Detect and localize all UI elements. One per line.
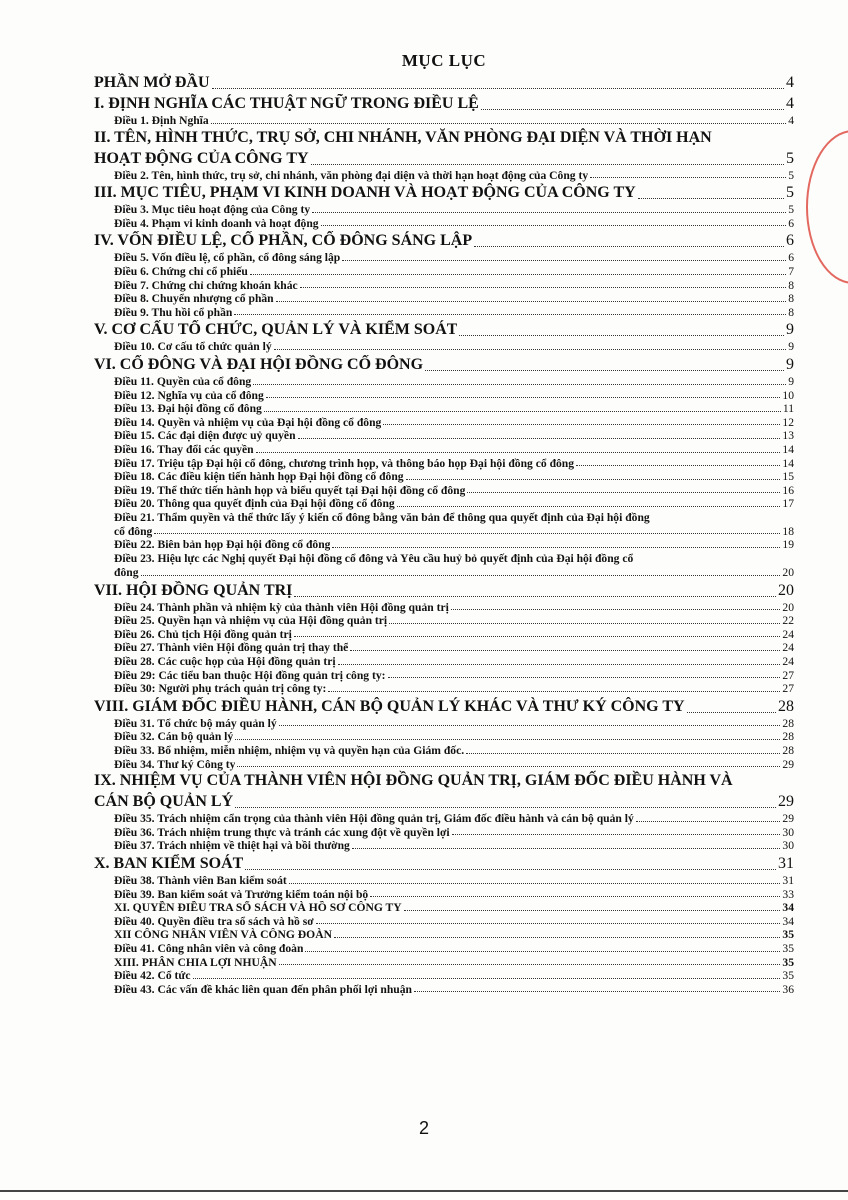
toc-entry[interactable] — [94, 983, 794, 997]
toc-entry[interactable] — [94, 203, 794, 217]
toc-leader-dots — [234, 314, 786, 315]
toc-entry-page: 22 — [782, 614, 794, 628]
toc-entry-title: Điều 31. Tổ chức bộ máy quản lý — [114, 716, 277, 730]
toc-entry-title: Điều 2. Tên, hình thức, trụ sở, chi nhánh, văn phòng đại diện và thời hạn hoạt động của Công ty — [114, 168, 589, 182]
toc-leader-dots — [294, 596, 776, 597]
toc-entry-page: 27 — [782, 668, 794, 682]
toc-entry-title: Điều 13. Đại hội đồng cổ đông — [114, 402, 262, 416]
toc-entry[interactable] — [94, 340, 794, 354]
toc-entry-page: 8 — [788, 292, 794, 306]
toc-leader-dots — [383, 424, 780, 425]
toc-leader-dots — [264, 411, 781, 412]
toc-entry-title: III. MỤC TIÊU, PHẠM VI KINH DOANH VÀ HOẠT ĐỘNG CỦA CÔNG TY — [94, 184, 636, 202]
toc-leader-dots — [300, 287, 787, 288]
toc-entry[interactable] — [94, 826, 794, 840]
toc-entry[interactable] — [94, 320, 794, 340]
toc-leader-dots — [141, 575, 781, 576]
toc-leader-dots — [316, 923, 781, 924]
toc-entry-page: 8 — [788, 305, 794, 319]
toc-entry-title: Điều 33. Bổ nhiệm, miễn nhiệm, nhiệm vụ và quyền hạn của Giám đốc. — [114, 744, 465, 757]
toc-entry[interactable] — [94, 956, 794, 970]
toc-entry[interactable] — [94, 682, 794, 696]
toc-entry-title: HOẠT ĐỘNG CỦA CÔNG TY — [94, 149, 309, 167]
toc-entry-page: 6 — [788, 216, 794, 230]
toc-entry-page: 35 — [782, 928, 794, 942]
toc-leader-dots — [404, 910, 781, 911]
toc-leader-dots — [279, 725, 781, 726]
toc-entry[interactable] — [94, 279, 794, 293]
toc-entry-page: 4 — [786, 74, 794, 91]
toc-entry-title: Điều 36. Trách nhiệm trung thực và tránh các xung đột về quyền lợi — [114, 825, 450, 839]
toc-entry-title: Điều 38. Thành viên Ban kiểm soát — [114, 873, 287, 887]
toc-entry[interactable] — [94, 149, 794, 169]
toc-entry-title: Điều 28. Các cuộc họp của Hội đồng quản trị — [114, 655, 336, 669]
toc-entry-title: Điều 12. Nghĩa vụ của cổ đông — [114, 388, 264, 402]
toc-leader-dots — [289, 883, 781, 884]
toc-leader-dots — [459, 335, 784, 336]
toc-entry[interactable] — [94, 402, 794, 416]
toc-leader-dots — [193, 978, 781, 979]
toc-entry-page: 17 — [782, 497, 794, 511]
toc-entry[interactable] — [94, 901, 794, 915]
toc-entry-title: VII. HỘI ĐỒNG QUẢN TRỊ — [94, 581, 293, 599]
toc-entry[interactable] — [94, 601, 794, 615]
toc-leader-dots — [338, 664, 781, 665]
toc-entry-page: 7 — [788, 264, 794, 278]
toc-entry-title: Điều 7. Chứng chỉ chứng khoán khác — [114, 278, 298, 292]
toc-entry-page: 8 — [788, 278, 794, 292]
toc-entry-title: Điều 32. Cán bộ quản lý — [114, 730, 234, 744]
toc-entry-title: Điều 11. Quyền của cổ đông — [114, 374, 252, 388]
toc-entry[interactable] — [94, 114, 794, 128]
toc-entry-title: Điều 37. Trách nhiệm về thiệt hại và bồi thường — [114, 839, 350, 853]
toc-entry-title: Điều 22. Biên bản họp Đại hội đồng cổ đông — [114, 538, 331, 552]
toc-entry-title: Điều 26. Chủ tịch Hội đồng quản trị — [114, 627, 292, 641]
toc-leader-dots — [451, 609, 781, 610]
toc-leader-dots — [389, 623, 780, 624]
toc-entry-title: I. ĐỊNH NGHĨA CÁC THUẬT NGỮ TRONG ĐIỀU LỆ — [94, 95, 479, 112]
toc-leader-dots — [321, 225, 787, 226]
toc-entry-title: Điều 17. Triệu tập Đại hội cổ đông, chương trình họp, và thông báo họp Đại hội đồng cổ đông — [114, 456, 575, 470]
toc-entry-line: IX. NHIỆM VỤ CỦA THÀNH VIÊN HỘI ĐỒNG QUẢN TRỊ, GIÁM ĐỐC ĐIỀU HÀNH VÀ — [94, 772, 733, 790]
toc-entry[interactable] — [94, 669, 794, 683]
toc-entry-page: 29 — [782, 812, 794, 826]
toc-entry[interactable] — [94, 717, 794, 731]
toc-entry-page: 10 — [782, 388, 794, 402]
toc-leader-dots — [279, 964, 781, 965]
toc-entry-page: 6 — [788, 251, 794, 265]
toc-entry[interactable] — [94, 566, 794, 580]
toc-leader-dots — [298, 438, 781, 439]
toc-entry[interactable] — [94, 169, 794, 183]
toc-entry[interactable] — [94, 525, 794, 539]
toc-entry-page: 24 — [782, 655, 794, 669]
toc-leader-dots — [237, 766, 780, 767]
toc-entry-title: Điều 9. Thu hồi cổ phần — [114, 305, 233, 319]
toc-entry[interactable] — [94, 730, 794, 744]
toc-entry-title: Điều 34. Thư ký Công ty — [114, 757, 236, 771]
toc-leader-dots — [312, 212, 786, 213]
toc-entry[interactable] — [94, 470, 794, 484]
toc-entry-title: Điều 10. Cơ cấu tổ chức quản lý — [114, 340, 272, 354]
toc-leader-dots — [467, 492, 780, 493]
toc-entry-title: Điều 4. Phạm vi kinh doanh và hoạt động — [114, 216, 319, 230]
toc-entry[interactable] — [94, 744, 794, 758]
toc-entry-title: VI. CỔ ĐÔNG VÀ ĐẠI HỘI ĐỒNG CỔ ĐÔNG — [94, 355, 424, 373]
toc-entry[interactable] — [94, 928, 794, 942]
toc-entry-title: Điều 29: Các tiểu ban thuộc Hội đồng quản trị công ty: — [114, 668, 386, 682]
toc-entry-title: IV. VỐN ĐIỀU LỆ, CỔ PHẦN, CỔ ĐÔNG SÁNG LẬP — [94, 232, 473, 250]
toc-leader-dots — [235, 739, 780, 740]
toc-entry-title: Điều 3. Mục tiêu hoạt động của Công ty — [114, 203, 311, 217]
toc-leader-dots — [266, 397, 781, 398]
toc-entry-title: Điều 1. Định Nghĩa — [114, 114, 209, 127]
toc-entry-title: XI. QUYỀN ĐIỀU TRA SỔ SÁCH VÀ HỒ SƠ CÔNG TY — [114, 901, 402, 915]
toc-leader-dots — [388, 677, 781, 678]
toc-entry[interactable] — [94, 792, 794, 812]
toc-entry-title: đông — [114, 566, 139, 580]
toc-entry-title: Điều 16. Thay đổi các quyền — [114, 442, 254, 456]
toc-entry-title: Điều 30: Người phụ trách quản trị công ty: — [114, 682, 327, 696]
toc-entry-page: 5 — [788, 168, 794, 182]
toc-entry-line: Điều 21. Thẩm quyền và thể thức lấy ý kiến cổ đông bằng văn bản để thông qua quyết định của Đại hội đồng — [114, 510, 650, 524]
toc-entry-title: Điều 25. Quyền hạn và nhiệm vụ của Hội đồng quản trị — [114, 614, 388, 628]
toc-entry-page: 28 — [778, 697, 794, 715]
toc-leader-dots — [212, 88, 784, 89]
toc-entry-page: 34 — [782, 901, 794, 915]
toc-entry-page: 9 — [788, 340, 794, 354]
toc-entry-title: Điều 24. Thành phần và nhiệm kỳ của thành viên Hội đồng quản trị — [114, 600, 449, 614]
red-seal-stamp — [806, 130, 848, 284]
toc-entry[interactable] — [94, 915, 794, 929]
toc-leader-dots — [466, 753, 780, 754]
toc-entry[interactable] — [94, 614, 794, 628]
toc-entry-title: Điều 14. Quyền và nhiệm vụ của Đại hội đồng cổ đông — [114, 415, 382, 429]
toc-leader-dots — [334, 937, 780, 938]
toc-leader-dots — [590, 177, 786, 178]
toc-entry[interactable] — [94, 429, 794, 443]
toc-entry-title: Điều 41. Công nhân viên và công đoàn — [114, 941, 304, 955]
toc-entry-page: 35 — [782, 955, 794, 969]
toc-entry-page: 28 — [782, 730, 794, 744]
toc-entry-page: 18 — [782, 524, 794, 538]
toc-leader-dots — [294, 636, 781, 637]
toc-entry-page: 9 — [786, 355, 794, 373]
toc-entry-page: 11 — [782, 402, 794, 416]
toc-entry-page: 4 — [786, 95, 794, 112]
toc-entry-page: 14 — [782, 442, 794, 456]
toc-entry[interactable] — [94, 292, 794, 306]
toc-entry-page: 24 — [782, 641, 794, 655]
toc-entry-page: 15 — [782, 470, 794, 484]
toc-entry-page: 19 — [782, 538, 794, 552]
page-number: 2 — [418, 1118, 429, 1138]
toc-leader-dots — [276, 301, 787, 302]
toc-entry-page: 31 — [782, 873, 794, 887]
toc-entry-page: 36 — [782, 982, 794, 996]
toc-entry[interactable] — [94, 484, 794, 498]
toc-leader-dots — [636, 821, 781, 822]
toc-leader-dots — [397, 506, 781, 507]
toc-leader-dots — [154, 533, 780, 534]
toc-entry[interactable] — [94, 416, 794, 430]
toc-entry-page: 24 — [782, 627, 794, 641]
toc-entry-title: Điều 42. Cổ tức — [114, 969, 191, 983]
toc-entry-title: PHẦN MỞ ĐẦU — [94, 74, 210, 91]
toc-leader-dots — [425, 370, 784, 371]
toc-entry-page: 30 — [782, 825, 794, 839]
toc-leader-dots — [370, 896, 780, 897]
toc-leader-dots — [452, 834, 781, 835]
toc-entry[interactable] — [94, 497, 794, 511]
toc-entry-page: 16 — [782, 483, 794, 497]
toc-entry[interactable] — [94, 969, 794, 983]
toc-leader-dots — [235, 807, 776, 808]
toc-leader-dots — [638, 198, 784, 199]
toc-entry[interactable] — [94, 265, 794, 279]
toc-leader-dots — [350, 650, 780, 651]
toc-entry[interactable] — [94, 655, 794, 669]
toc-leader-dots — [414, 991, 780, 992]
toc-entry-title: Điều 43. Các vấn đề khác liên quan đến phân phối lợi nhuận — [114, 982, 412, 996]
toc-entry-page: 29 — [778, 793, 794, 811]
toc-entry-title: Điều 40. Quyền điều tra sổ sách và hồ sơ — [114, 914, 314, 928]
toc-leader-dots — [474, 246, 784, 247]
toc-entry-page: 13 — [782, 429, 794, 443]
toc-entry-title: Điều 20. Thông qua quyết định của Đại hội đồng cổ đông — [114, 497, 395, 511]
toc-entry-page: 9 — [788, 374, 794, 388]
toc-entry-title: Điều 15. Các đại diện được uỷ quyền — [114, 429, 296, 443]
toc-entry-page: 35 — [782, 969, 794, 983]
table-of-contents — [94, 50, 794, 996]
toc-entry[interactable] — [94, 217, 794, 231]
toc-entry-line: Điều 23. Hiệu lực các Nghị quyết Đại hội đồng cổ đông và Yêu cầu huỷ bỏ quyết định của Đại hội đồng cổ — [114, 552, 634, 566]
toc-entry-title: Điều 18. Các điều kiện tiến hành họp Đại hội đồng cổ đông — [114, 470, 404, 484]
toc-entry[interactable] — [94, 443, 794, 457]
toc-entry-page: 28 — [782, 744, 794, 757]
toc-entry-title: X. BAN KIỂM SOÁT — [94, 854, 244, 872]
toc-leader-dots — [256, 452, 781, 453]
toc-leader-dots — [687, 712, 776, 713]
toc-entry-title: XII CÔNG NHÂN VIÊN VÀ CÔNG ĐOÀN — [114, 928, 332, 942]
toc-entry-page: 31 — [778, 854, 794, 872]
toc-entry-title: Điều 39. Ban kiểm soát và Trưởng kiểm toán nội bộ — [114, 887, 369, 901]
toc-entry[interactable] — [94, 73, 794, 93]
toc-entry[interactable] — [94, 183, 794, 203]
toc-leader-dots — [274, 349, 787, 350]
toc-leader-dots — [253, 384, 786, 385]
toc-entry-page: 29 — [782, 757, 794, 771]
toc-entry[interactable] — [94, 94, 794, 114]
toc-entry[interactable] — [94, 355, 794, 375]
bottom-rule — [0, 1190, 848, 1192]
toc-entry-title: V. CƠ CẤU TỔ CHỨC, QUẢN LÝ VÀ KIỂM SOÁT — [94, 321, 458, 339]
toc-entry[interactable] — [94, 457, 794, 471]
toc-entry-title: Điều 27. Thành viên Hội đồng quản trị thay thế — [114, 641, 349, 655]
toc-entry-page: 20 — [778, 581, 794, 599]
toc-leader-dots — [211, 123, 787, 124]
toc-entry[interactable] — [94, 874, 794, 888]
toc-leader-dots — [245, 869, 776, 870]
toc-leader-dots — [311, 164, 784, 165]
toc-entry-page: 20 — [782, 566, 794, 580]
toc-entry[interactable] — [94, 758, 794, 772]
toc-entry[interactable] — [94, 641, 794, 655]
toc-leader-dots — [576, 465, 780, 466]
toc-entry[interactable] — [94, 812, 794, 826]
toc-entry-line: II. TÊN, HÌNH THỨC, TRỤ SỞ, CHI NHÁNH, VĂN PHÒNG ĐẠI DIỆN VÀ THỜI HẠN — [94, 128, 712, 146]
toc-entry-page: 12 — [782, 415, 794, 429]
toc-entry[interactable] — [94, 375, 794, 389]
toc-entry-page: 33 — [782, 887, 794, 901]
toc-leader-dots — [406, 479, 781, 480]
toc-title: MỤC LỤC — [401, 51, 487, 70]
toc-leader-dots — [328, 691, 780, 692]
toc-entry-page: 30 — [782, 839, 794, 853]
toc-entry[interactable] — [94, 628, 794, 642]
toc-entry-title: Điều 19. Thể thức tiến hành họp và biểu quyết tại Đại hội đồng cổ đông — [114, 483, 466, 497]
toc-entry-page: 20 — [782, 600, 794, 614]
toc-entry-title: CÁN BỘ QUẢN LÝ — [94, 793, 234, 811]
toc-entry-page: 6 — [786, 232, 794, 250]
toc-leader-dots — [250, 274, 786, 275]
toc-entry[interactable] — [94, 888, 794, 902]
toc-entry[interactable] — [94, 854, 794, 874]
toc-entry[interactable] — [94, 697, 794, 717]
toc-entry-title: Điều 8. Chuyển nhượng cổ phần — [114, 292, 274, 306]
toc-entry[interactable] — [94, 581, 794, 601]
toc-entry-page: 14 — [782, 456, 794, 470]
toc-entry[interactable] — [94, 942, 794, 956]
toc-entry-page: 9 — [786, 321, 794, 339]
toc-leader-dots — [332, 547, 780, 548]
toc-entry[interactable] — [94, 231, 794, 251]
toc-leader-dots — [342, 260, 786, 261]
toc-entry[interactable] — [94, 306, 794, 320]
toc-entry[interactable] — [94, 251, 794, 265]
toc-entry-page: 27 — [782, 682, 794, 696]
toc-leader-dots — [352, 848, 781, 849]
toc-entry[interactable] — [94, 538, 794, 552]
toc-entry-page: 4 — [788, 114, 794, 127]
toc-leader-dots — [481, 109, 784, 110]
toc-entry-page: 5 — [786, 184, 794, 202]
toc-entry-title: VIII. GIÁM ĐỐC ĐIỀU HÀNH, CÁN BỘ QUẢN LÝ KHÁC VÀ THƯ KÝ CÔNG TY — [94, 697, 685, 715]
toc-entry-page: 5 — [786, 149, 794, 167]
toc-entry-title: XIII. PHÂN CHIA LỢI NHUẬN — [114, 955, 277, 969]
toc-entry-title: Điều 6. Chứng chỉ cổ phiếu — [114, 264, 248, 278]
toc-entry-page: 35 — [782, 941, 794, 955]
toc-entry-title: cổ đông — [114, 524, 153, 538]
toc-entry-title: Điều 5. Vốn điều lệ, cổ phần, cổ đông sáng lập — [114, 251, 341, 265]
toc-entries — [94, 73, 794, 996]
toc-entry-page: 34 — [782, 914, 794, 928]
toc-entry[interactable] — [94, 839, 794, 853]
toc-entry-title: Điều 35. Trách nhiệm cẩn trọng của thành viên Hội đồng quản trị, Giám đốc điều hành và cán bộ quản lý — [114, 812, 634, 826]
toc-entry-page: 5 — [788, 203, 794, 217]
toc-leader-dots — [305, 951, 780, 952]
toc-entry-page: 28 — [782, 716, 794, 730]
toc-entry[interactable] — [94, 389, 794, 403]
